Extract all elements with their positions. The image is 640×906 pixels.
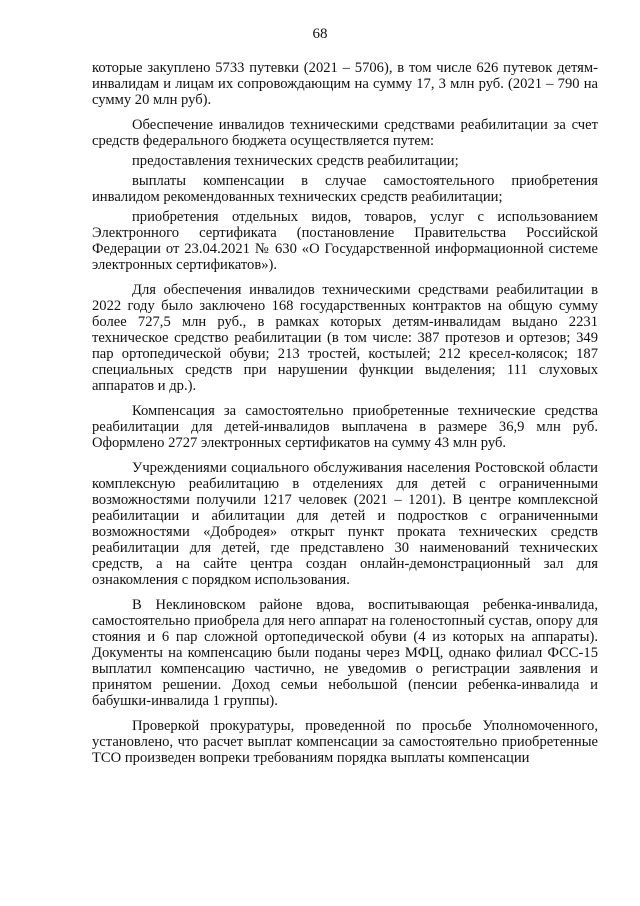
paragraph-list-item: приобретения отдельных видов, товаров, услуг с использованием Электронного сертификата (постановление Правительства Российской Федерации от 23.04.2021 № 630 «О Государственной информационной системе электронных сертификатов»).: [92, 209, 598, 273]
paragraph: Компенсация за самостоятельно приобретенные технические средства реабилитации для детей-инвалидов выплачена в размере 36,9 млн руб. Оформлено 2727 электронных сертификатов на сумму 43 млн руб.: [92, 403, 598, 451]
paragraph-list-item: выплаты компенсации в случае самостоятельного приобретения инвалидом рекомендованных технических средств реабилитации;: [92, 173, 598, 205]
page-body: [92, 60, 598, 775]
paragraph: Обеспечение инвалидов техническими средствами реабилитации за счет средств федерального бюджета осуществляется путем:: [92, 117, 598, 149]
paragraph-list-item: предоставления технических средств реабилитации;: [132, 153, 459, 169]
paragraph: В Неклиновском районе вдова, воспитывающая ребенка-инвалида, самостоятельно приобрела для него аппарат на голеностопный сустав, опору для стояния и 6 пар сложной ортопедической обуви (4 из которых на аппараты). Документы на компенсацию были поданы через МФЦ, однако филиал ФСС-15 выплатил компенсацию частично, не уведомив о регистрации заявления и принятом решении. Доход семьи небольшой (пенсии ребенка-инвалида и бабушки-инвалида 1 группы).: [92, 597, 598, 709]
paragraph-continuation: которые закуплено 5733 путевки (2021 – 5706), в том числе 626 путевок детям-инвалидам и лицам их сопровождающим на сумму 17, 3 млн руб. (2021 – 790 на сумму 20 млн руб).: [92, 60, 598, 108]
paragraph: Учреждениями социального обслуживания населения Ростовской области комплексную реабилитацию в отделениях для детей с ограниченными возможностями получили 1217 человек (2021 – 1201). В центре комплексной реабилитации и абилитации для детей и подростков с ограниченными возможностями «Добродея» открыт пункт проката технических средств реабилитации для детей, где представлено 30 наименований технических средств, а на сайте центра создан онлайн-демонстрационный зал для ознакомления с порядком использования.: [92, 460, 598, 588]
paragraph: Проверкой прокуратуры, проведенной по просьбе Уполномоченного, установлено, что расчет выплат компенсации за самостоятельно приобретенные ТСО произведен вопреки требованиям порядка выплаты компенсации: [92, 718, 598, 766]
page-number: 68: [312, 26, 328, 42]
paragraph: Для обеспечения инвалидов техническими средствами реабилитации в 2022 году было заключено 168 государственных контрактов на общую сумму более 727,5 млн руб., в рамках которых детям-инвалидам выдано 2231 техническое средство реабилитации (в том числе: 387 протезов и ортезов; 349 пар ортопедической обуви; 213 тростей, костылей; 212 кресел-колясок; 187 специальных средств при нарушении функции выделения; 111 слуховых аппаратов и др.).: [92, 282, 598, 394]
